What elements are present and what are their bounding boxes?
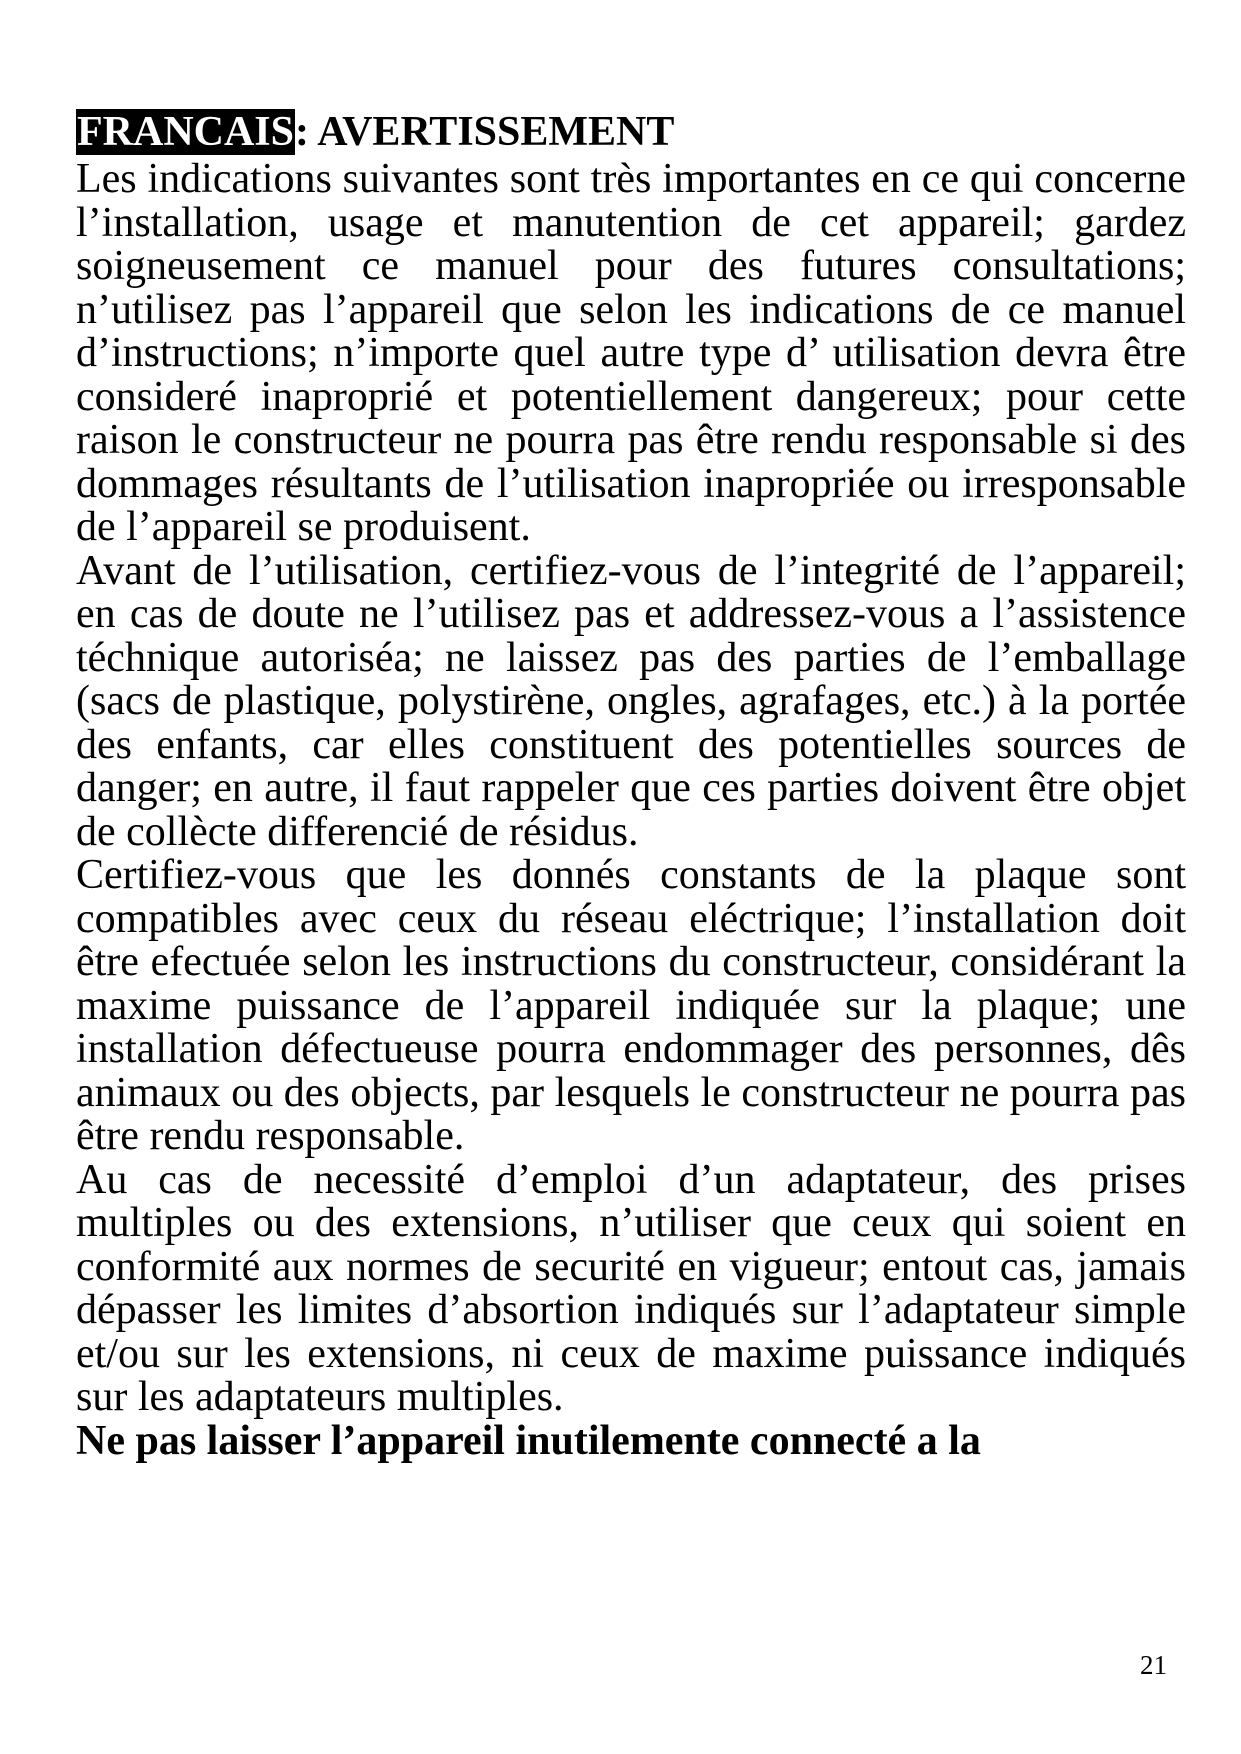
paragraph-installation: Certifiez-vous que les donnés constants de la plaque sont compatibles avec ceux du réseau eléctrique; l’installation doit être efectuée selon les instructions du constructeur, considérant la maxime puissance de l’appareil indiquée sur la plaque; une installation défectueuse pourra endommager des personnes, dês animaux ou des objects, par lesquels le constructeur ne pourra pas être rendu responsable. bbox=[76, 852, 1186, 1159]
paragraph-adapters: Au cas de necessité d’emploi d’un adaptateur, des prises multiples ou des extensions, n’utiliser que ceux qui soient en conformité aux normes de securité en vigueur; entout cas, jamais dépasser les limites d’absortion indiqués sur l’adaptateur simple et/ou sur les extensions, ni ceux de maxime puissance indiqués sur les adaptateurs multiples. bbox=[76, 1156, 1186, 1420]
language-label: FRANCAIS bbox=[77, 109, 295, 155]
paragraph-packaging: Avant de l’utilisation, certifiez-vous de l’integrité de l’appareil; en cas de doute ne l’utilisez pas et addressez-vous a l’assistence téchnique autoriséa; ne laissez pas des parties de l’emballage (sacs de plastique, polystirène, ongles, agrafages, etc.) à la portée des enfants, car elles constituent des potentielles sources de danger; en autre, il faut rappeler que ces parties doivent être objet de collècte differencié de résidus. bbox=[76, 547, 1186, 855]
title-separator: : bbox=[295, 109, 318, 155]
paragraph-general-warning: Les indications suivantes sont très importantes en ce qui concerne l’installation, usage et manutention de cet appareil; gardez soigneusement ce manuel pour des futures consultations; n’utilisez pas l’appareil que selon les indications de ce manuel d’instructions; n’importe quel autre type d’ utilisation devra être consideré inaproprié et potentiellement dangereux; pour cette raison le constructeur ne pourra pas être rendu responsable si des dommages résultants de l’utilisation inapropriée ou irresponsable de l’appareil se produisent. bbox=[76, 156, 1186, 550]
page-number: 21 bbox=[1140, 1650, 1167, 1680]
page-title: AVERTISSEMENT bbox=[317, 109, 675, 155]
text-body bbox=[76, 108, 1186, 1463]
paragraph-bold-warning: Ne pas laisser l’appareil inutilemente connecté a la bbox=[76, 1417, 981, 1464]
heading bbox=[76, 108, 1186, 156]
